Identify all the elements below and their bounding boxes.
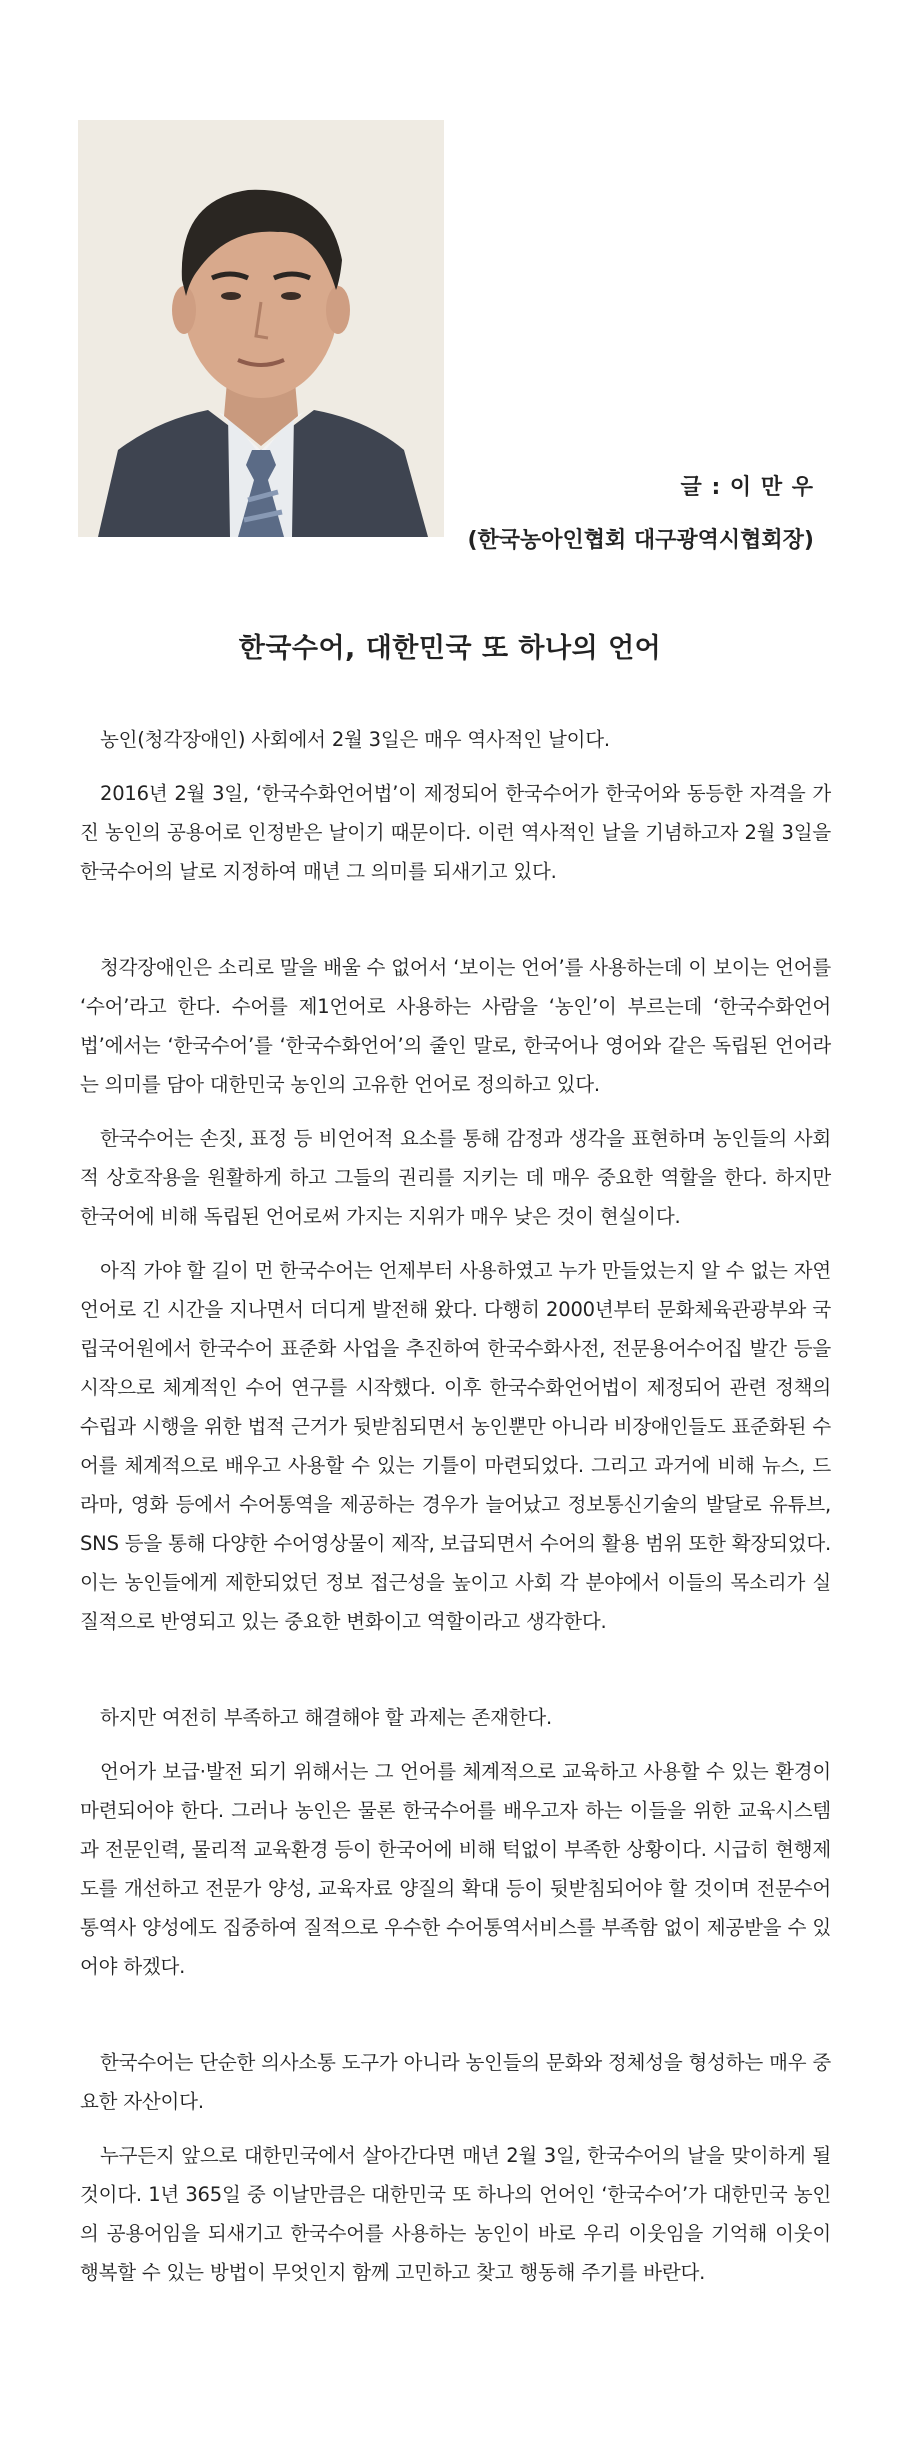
paragraph: 한국수어는 손짓, 표정 등 비언어적 요소를 통해 감정과 생각을 표현하며 농인들의 사회적 상호작용을 원활하게 하고 그들의 권리를 지키는 데 매우 중요한 역할을 한다. 하지만 한국어에 비해 독립된 언어로써 가지는 지위가 매우 낮은 것이 현실이다. (80, 1127, 831, 1228)
author-portrait-illustration (78, 120, 444, 537)
paragraph: 하지만 여전히 부족하고 해결해야 할 과제는 존재한다. (100, 1706, 553, 1729)
paragraph: 청각장애인은 소리로 말을 배울 수 없어서 ‘보이는 언어’를 사용하는데 이 보이는 언어를 ‘수어’라고 한다. 수어를 제1언어로 사용하는 사람을 ‘농인’이 부르는데 ‘한국수화언어법’에서는 ‘한국수어’를 ‘한국수화언어’의 줄인 말로, 한국어나 영어와 같은 독립된 언어라는 의미를 담아 대한민국 농인의 고유한 언어로 정의하고 있다. (80, 956, 831, 1096)
article-title: 한국수어, 대한민국 또 하나의 언어 (238, 633, 662, 664)
paragraph: 2016년 2월 3일, ‘한국수화언어법’이 제정되어 한국수어가 한국어와 동등한 자격을 가진 농인의 공용어로 인정받은 날이기 때문이다. 이런 역사적인 날을 기념하고자 2월 3일을 한국수어의 날로 지정하여 매년 그 의미를 되새기고 있다. (80, 782, 831, 883)
article-body (80, 720, 831, 2307)
paragraph: 한국수어는 단순한 의사소통 도구가 아니라 농인들의 문화와 정체성을 형성하는 매우 중요한 자산이다. (80, 2051, 831, 2113)
paragraph: 언어가 보급·발전 되기 위해서는 그 언어를 체계적으로 교육하고 사용할 수 있는 환경이 마련되어야 한다. 그러나 농인은 물론 한국수어를 배우고자 하는 이들을 위한 교육시스템과 전문인력, 물리적 교육환경 등이 한국어에 비해 턱없이 부족한 상황이다. 시급히 현행제도를 개선하고 전문가 양성, 교육자료 양질의 확대 등이 뒷받침되어야 할 것이며 전문수어통역사 양성에도 집중하여 질적으로 우수한 수어통역서비스를 부족함 없이 제공받을 수 있어야 하겠다. (80, 1760, 831, 1978)
author-name: 글 : 이 만 우 (680, 475, 814, 500)
paragraph: 누구든지 앞으로 대한민국에서 살아간다면 매년 2월 3일, 한국수어의 날을 맞이하게 될 것이다. 1년 365일 중 이날만큼은 대한민국 또 하나의 언어인 ‘한국수어’가 대한민국 농인의 공용어임을 되새기고 한국수어를 사용하는 농인이 바로 우리 이웃임을 기억해 이웃이 행복할 수 있는 방법이 무엇인지 함께 고민하고 찾고 행동해 주기를 바란다. (80, 2144, 831, 2284)
author-affiliation: (한국농아인협회 대구광역시협회장) (467, 528, 814, 553)
paragraph: 아직 가야 할 길이 먼 한국수어는 언제부터 사용하였고 누가 만들었는지 알 수 없는 자연언어로 긴 시간을 지나면서 더디게 발전해 왔다. 다행히 2000년부터 문화체육관광부와 국립국어원에서 한국수어 표준화 사업을 추진하여 한국수화사전, 전문용어수어집 발간 등을 시작으로 체계적인 수어 연구를 시작했다. 이후 한국수화언어법이 제정되어 관련 정책의 수립과 시행을 위한 법적 근거가 뒷받침되면서 농인뿐만 아니라 비장애인들도 표준화된 수어를 체계적으로 배우고 사용할 수 있는 기틀이 마련되었다. 그리고 과거에 비해 뉴스, 드라마, 영화 등에서 수어통역을 제공하는 경우가 늘어났고 정보통신기술의 발달로 유튜브, SNS 등을 통해 다양한 수어영상물이 제작, 보급되면서 수어의 활용 범위 또한 확장되었다. 이는 농인들에게 제한되었던 정보 접근성을 높이고 사회 각 분야에서 이들의 목소리가 실질적으로 반영되고 있는 중요한 변화이고 역할이라고 생각한다. (80, 1259, 831, 1633)
paragraph: 농인(청각장애인) 사회에서 2월 3일은 매우 역사적인 날이다. (100, 728, 610, 751)
author-photo (78, 120, 444, 537)
byline (467, 470, 814, 554)
